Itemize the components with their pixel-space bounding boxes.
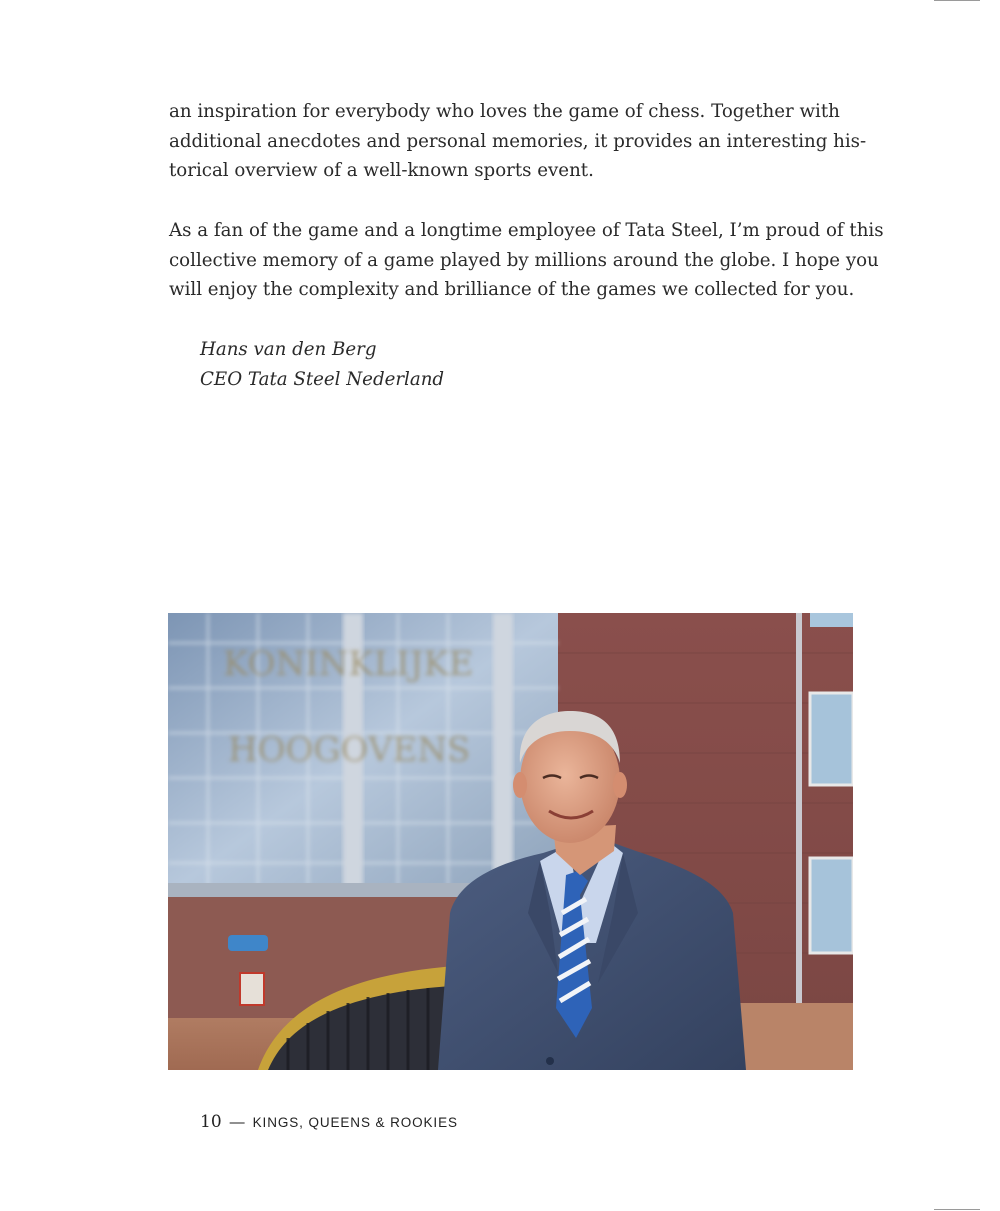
- paragraph-line: will enjoy the complexity and brilliance of the games we collected for you.: [169, 279, 855, 301]
- signature-title: CEO Tata Steel Nederland: [200, 369, 445, 390]
- crop-mark-bottom: [934, 1209, 980, 1210]
- paragraph-line: collective memory of a game played by millions around the globe. I hope you: [169, 249, 879, 271]
- page-number: 10: [200, 1112, 222, 1132]
- signature-name: Hans van den Berg: [200, 339, 377, 360]
- portrait-photo: [168, 613, 853, 1070]
- page-footer: [200, 1112, 458, 1132]
- footer-separator: —: [229, 1114, 245, 1131]
- paragraph-line: torical overview of a well-known sports event.: [169, 160, 594, 182]
- paragraph-line: additional anecdotes and personal memories, it provides an interesting his-: [169, 130, 867, 152]
- signature-block: [200, 335, 444, 395]
- portrait-photo-illustration: [168, 613, 853, 1070]
- building-lettering-bottom: HOOGOVENS: [228, 730, 471, 770]
- building-lettering-top: KONINKLIJKE: [223, 644, 474, 684]
- paragraph-fan-of-game: [169, 216, 884, 305]
- paragraph-line: an inspiration for everybody who loves the game of chess. Together with: [169, 101, 840, 122]
- paragraph-line: As a fan of the game and a longtime employee of Tata Steel, I’m proud of this: [169, 220, 884, 241]
- crop-mark-top: [934, 0, 980, 1]
- book-title: KINGS, QUEENS & ROOKIES: [252, 1115, 458, 1130]
- paragraph-inspiration: [169, 97, 867, 186]
